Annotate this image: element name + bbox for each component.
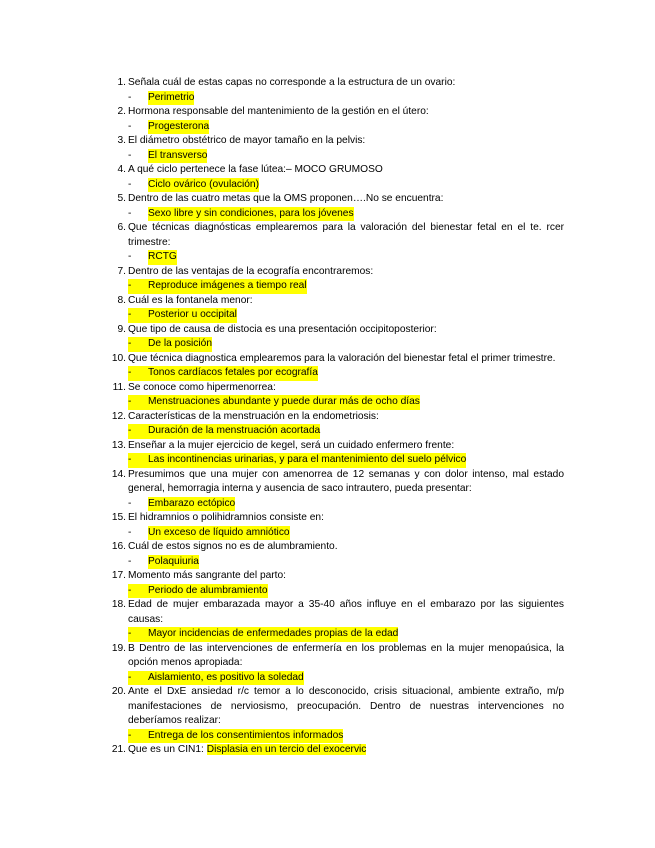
- highlighted-answer: El transverso: [148, 149, 207, 164]
- question-row: [106, 163, 564, 178]
- question-text: Dentro de las cuatro metas que la OMS proponen….No se encuentra:: [128, 193, 444, 204]
- answer-row: [106, 308, 564, 323]
- answer-dash: -: [128, 207, 132, 219]
- highlighted-answer: Tonos cardíacos fetales por ecografía: [148, 366, 318, 381]
- answer-dash: -: [128, 671, 148, 686]
- question-text: El hidramnios o polihidramnios consiste en:: [128, 512, 324, 523]
- question-text: Que técnicas diagnósticas emplearemos para la valoración del bienestar fetal en el te. rcer trimestre:: [128, 222, 564, 248]
- answer-row: [106, 366, 564, 381]
- highlighted-answer: Menstruaciones abundante y puede durar más de ocho días: [148, 395, 420, 410]
- question-number: 2.: [117, 106, 126, 117]
- highlighted-answer: Perimetrio: [148, 91, 194, 106]
- question-item: [106, 323, 564, 352]
- question-row: [106, 511, 564, 526]
- question-row: [106, 294, 564, 309]
- answer-row: [106, 91, 564, 106]
- question-number: 9.: [117, 323, 126, 335]
- question-text: Enseñar a la mujer ejercicio de kegel, será un cuidado enfermero frente:: [128, 439, 455, 451]
- answer-dash: -: [128, 497, 132, 509]
- question-text: Hormona responsable del mantenimiento de la gestión en el útero:: [128, 106, 429, 117]
- question-number: 5.: [117, 193, 126, 204]
- answer-dash: -: [128, 149, 132, 161]
- answer-row: [106, 424, 564, 439]
- question-number: 14.: [111, 468, 126, 480]
- answer-dash: -: [128, 337, 148, 352]
- question-row: [106, 265, 564, 280]
- question-text: Características de la menstruación en la endometriosis:: [128, 410, 379, 422]
- question-prompt: Que es un CIN1:: [128, 744, 207, 755]
- highlighted-answer: Un exceso de líquido amniótico: [148, 526, 290, 541]
- question-list: [106, 76, 564, 758]
- question-text: Que técnica diagnostica emplearemos para la valoración del bienestar fetal el primer trimestre.: [128, 352, 556, 364]
- question-item: [106, 134, 564, 163]
- highlighted-answer: RCTG: [148, 250, 177, 265]
- question-item: [106, 221, 564, 265]
- question-item: [106, 743, 564, 758]
- question-item: [106, 685, 564, 743]
- question-number: 11.: [112, 381, 126, 393]
- question-item: [106, 105, 564, 134]
- question-row: [106, 439, 564, 454]
- question-text: Cuál es la fontanela menor:: [128, 294, 253, 306]
- answer-row: [106, 671, 564, 686]
- question-row: [106, 468, 564, 497]
- answer-dash: -: [128, 251, 132, 262]
- question-text: A qué ciclo pertenece la fase lútea:– MOCO GRUMOSO: [128, 164, 383, 175]
- highlighted-answer: De la posición: [148, 337, 212, 352]
- question-row: [106, 743, 564, 758]
- answer-dash: -: [128, 424, 148, 439]
- question-text: Edad de mujer embarazada mayor a 35-40 años influye en el embarazo por las siguientes causas:: [128, 599, 564, 625]
- question-item: [106, 569, 564, 598]
- answer-row: [106, 120, 564, 135]
- answer-dash: -: [128, 178, 132, 190]
- highlighted-answer: Embarazo ectópico: [148, 497, 235, 512]
- question-text: Cuál de estos signos no es de alumbramiento.: [128, 541, 338, 552]
- answer-row: [106, 207, 564, 222]
- question-number: 7.: [117, 265, 126, 277]
- answer-row: [106, 729, 564, 744]
- answer-dash: -: [128, 627, 148, 642]
- answer-dash: -: [128, 366, 148, 381]
- question-number: 20.: [111, 686, 126, 697]
- question-number: 19.: [111, 642, 126, 654]
- question-row: [106, 685, 564, 729]
- question-item: [106, 598, 564, 642]
- question-item: [106, 511, 564, 540]
- answer-row: [106, 497, 564, 512]
- question-row: [106, 410, 564, 425]
- question-item: [106, 381, 564, 410]
- question-row: [106, 352, 564, 367]
- answer-row: [106, 395, 564, 410]
- highlighted-answer: Ciclo ovárico (ovulación): [148, 178, 259, 193]
- question-text: B Dentro de las intervenciones de enfermería en los problemas en la mujer menopaúsica, la opción menos apropiada:: [128, 642, 564, 668]
- question-row: [106, 323, 564, 338]
- question-number: 16.: [111, 541, 126, 552]
- answer-row: [106, 555, 564, 570]
- question-text: Se conoce como hipermenorrea:: [128, 381, 276, 393]
- question-item: [106, 410, 564, 439]
- question-text: Momento más sangrante del parto:: [128, 570, 286, 581]
- highlighted-answer: Posterior u occipital: [148, 308, 237, 323]
- question-text: [128, 743, 564, 758]
- answer-row: [106, 526, 564, 541]
- question-row: [106, 134, 564, 149]
- question-number: 1.: [117, 77, 126, 88]
- answer-row: [106, 250, 564, 265]
- question-text: Que tipo de causa de distocia es una presentación occipitoposterior:: [128, 323, 437, 335]
- question-number: 17.: [111, 570, 126, 581]
- question-number: 6.: [117, 222, 126, 233]
- answer-dash: -: [128, 279, 148, 294]
- answer-dash: -: [128, 584, 148, 599]
- answer-dash: -: [128, 453, 148, 468]
- answer-row: [106, 337, 564, 352]
- answer-row: [106, 149, 564, 164]
- question-row: [106, 221, 564, 250]
- question-number: 13.: [111, 439, 126, 451]
- highlighted-answer: Entrega de los consentimientos informados: [148, 729, 343, 744]
- answer-dash: -: [128, 91, 132, 103]
- highlighted-answer: Duración de la menstruación acortada: [148, 424, 320, 439]
- answer-row: [106, 178, 564, 193]
- question-item: [106, 352, 564, 381]
- highlighted-answer: Aislamiento, es positivo la soledad: [148, 671, 304, 686]
- question-number: 18.: [111, 599, 126, 610]
- question-item: [106, 468, 564, 512]
- question-item: [106, 294, 564, 323]
- highlighted-answer: Sexo libre y sin condiciones, para los jóvenes: [148, 207, 354, 222]
- answer-row: [106, 584, 564, 599]
- question-text: El diámetro obstétrico de mayor tamaño en la pelvis:: [128, 135, 366, 146]
- answer-dash: -: [128, 555, 132, 567]
- question-item: [106, 642, 564, 686]
- question-item: [106, 540, 564, 569]
- highlighted-answer: Progesterona: [148, 120, 209, 135]
- highlighted-answer: Displasia en un tercio del exocervic: [206, 744, 367, 755]
- question-row: [106, 76, 564, 91]
- question-row: [106, 192, 564, 207]
- question-number: 3.: [117, 135, 126, 146]
- question-row: [106, 540, 564, 555]
- question-number: 10.: [111, 352, 126, 364]
- question-text: Señala cuál de estas capas no corresponde a la estructura de un ovario:: [128, 77, 456, 88]
- answer-dash: -: [128, 308, 148, 323]
- question-row: [106, 598, 564, 627]
- question-item: [106, 439, 564, 468]
- highlighted-answer: Periodo de alumbramiento: [148, 584, 268, 599]
- answer-row: [106, 453, 564, 468]
- question-row: [106, 381, 564, 396]
- question-item: [106, 163, 564, 192]
- answer-dash: -: [128, 395, 148, 410]
- question-text: Ante el DxE ansiedad r/c temor a lo desconocido, crisis situacional, ambiente extraño, m/p manifestaciones de nerviosismo, preocupación. Dentro de nuestras intervenciones no deberíamos realizar:: [128, 686, 564, 726]
- question-number: 4.: [117, 164, 126, 175]
- answer-row: [106, 279, 564, 294]
- question-text: Presumimos que una mujer con amenorrea de 12 semanas y con dolor intenso, mal estado general, hemorragia interna y ausencia de saco intrautero, pueda presentar:: [128, 468, 564, 494]
- question-item: [106, 265, 564, 294]
- highlighted-answer: Reproduce imágenes a tiempo real: [148, 279, 307, 294]
- highlighted-answer: Las incontinencias urinarias, y para el mantenimiento del suelo pélvico: [148, 453, 466, 468]
- question-number: 12.: [111, 410, 126, 422]
- answer-row: [106, 627, 564, 642]
- question-row: [106, 642, 564, 671]
- question-number: 21.: [111, 744, 126, 755]
- question-number: 8.: [117, 294, 126, 306]
- question-item: [106, 192, 564, 221]
- question-item: [106, 76, 564, 105]
- question-text: Dentro de las ventajas de la ecografía encontraremos:: [128, 265, 374, 277]
- highlighted-answer: Mayor incidencias de enfermedades propias de la edad: [148, 627, 398, 642]
- highlighted-answer: Polaquiuria: [148, 555, 199, 570]
- answer-dash: -: [128, 526, 132, 538]
- question-number: 15.: [111, 512, 126, 523]
- answer-dash: -: [128, 729, 148, 744]
- question-row: [106, 569, 564, 584]
- question-row: [106, 105, 564, 120]
- answer-dash: -: [128, 120, 132, 132]
